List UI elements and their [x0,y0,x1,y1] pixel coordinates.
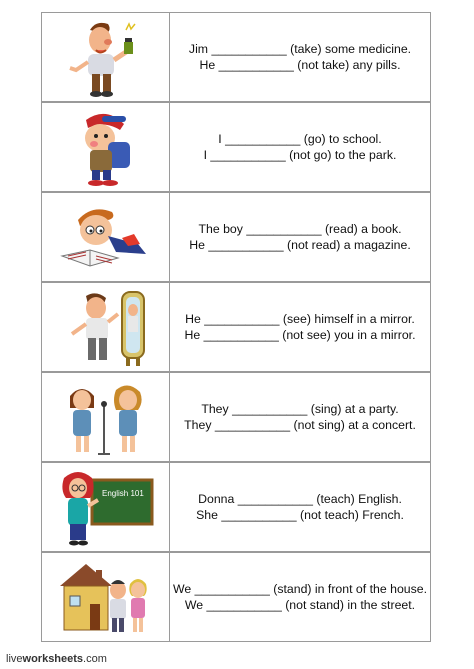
sentence-affirmative: I ___________ (go) to school. [218,132,382,146]
boy-reading-book-cartoon [56,196,156,278]
watermark-prefix: live [6,653,23,665]
sentence-negative: He ___________ (not see) you in a mirror. [184,328,416,342]
man-holding-medicine-cartoon [56,16,156,98]
exercise-row [41,462,431,552]
two-women-singing-cartoon [56,376,156,458]
sentence-affirmative: Donna ___________ (teach) English. [198,492,402,506]
worksheet-table [41,12,431,642]
watermark-brand: worksheets [22,653,84,665]
sentence-affirmative: Jim ___________ (take) some medicine. [188,42,412,56]
exercise-row [41,552,431,642]
exercise-row [41,372,431,462]
exercise-illustration [42,373,170,461]
sentence-negative: I ___________ (not go) to the park. [203,148,397,162]
blackboard-text: English 101 [101,489,144,498]
boy-with-backpack-cartoon [56,106,156,188]
sentence-affirmative: They ___________ (sing) at a party. [201,402,399,416]
exercise-row [41,192,431,282]
exercise-row [41,12,431,102]
exercise-row [41,102,431,192]
sentence-affirmative: We ___________ (stand) in front of the house. [172,582,428,596]
teacher-at-blackboard-cartoon [56,466,156,548]
sentence-negative: He ___________ (not read) a magazine. [189,238,411,252]
couple-in-front-of-house-cartoon [56,556,156,638]
exercise-illustration [42,283,170,371]
watermark-suffix: .com [83,653,107,665]
exercise-illustration [42,463,170,551]
sentence-negative: He ___________ (not take) any pills. [199,58,401,72]
exercise-illustration [42,103,170,191]
sentence-affirmative: He ___________ (see) himself in a mirror. [185,312,415,326]
exercise-illustration [42,13,170,101]
exercise-illustration [42,553,170,641]
man-looking-in-mirror-cartoon [56,286,156,368]
sentence-affirmative: The boy ___________ (read) a book. [198,222,402,236]
site-watermark [6,653,107,665]
exercise-row [41,282,431,372]
sentence-negative: She ___________ (not teach) French. [196,508,404,522]
exercise-illustration [42,193,170,281]
sentence-negative: We ___________ (not stand) in the street. [184,598,416,612]
sentence-negative: They ___________ (not sing) at a concert. [184,418,416,432]
